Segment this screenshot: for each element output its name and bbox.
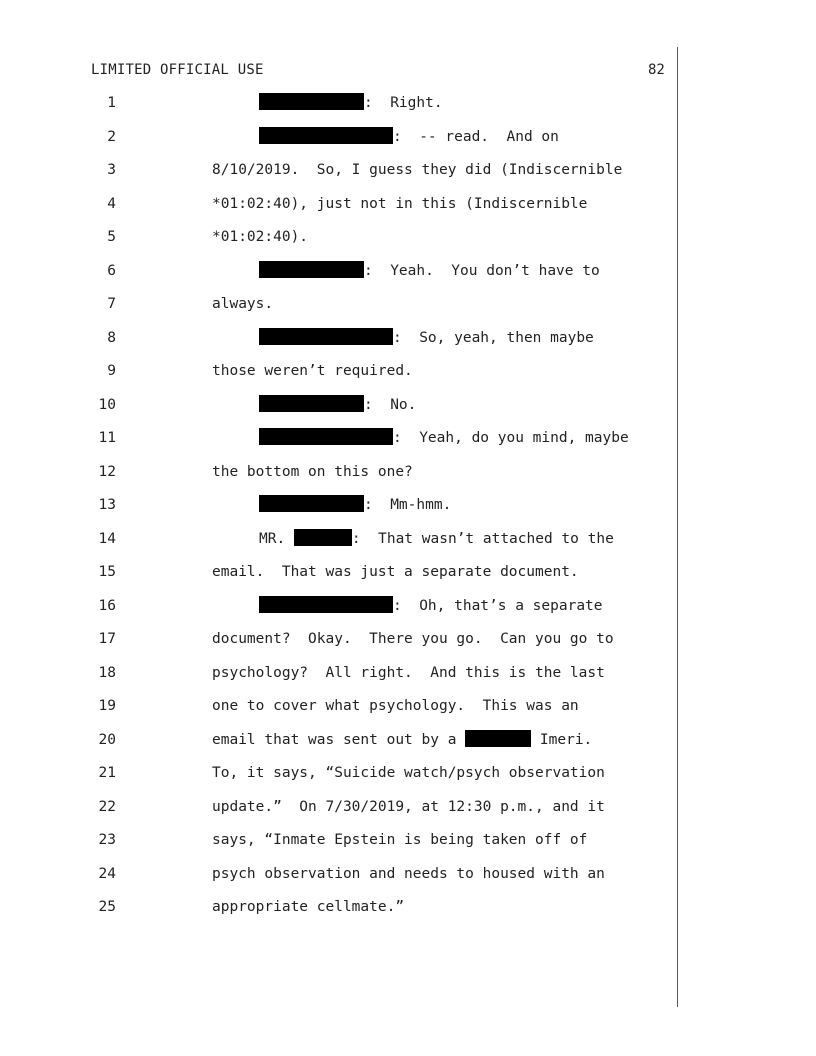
redaction-block [259, 328, 393, 345]
transcript-line [0, 360, 816, 394]
transcript-line [0, 561, 816, 595]
page-number: 82 [648, 62, 665, 78]
transcript-line [0, 260, 816, 294]
line-text: says, “Inmate Epstein is being taken off of [212, 832, 588, 848]
line-text: *01:02:40), just not in this (Indiscernible [212, 195, 588, 212]
transcript-line [0, 427, 816, 461]
line-text: psych observation and needs to housed with an [212, 865, 605, 882]
line-text: always. [212, 296, 274, 312]
transcript-lines [0, 92, 816, 930]
line-number: 17 [98, 631, 116, 647]
line-text: document? Okay. There you go. Can you go to [212, 631, 614, 647]
line-number: 22 [98, 798, 116, 815]
line-text: one to cover what psychology. This was an [212, 698, 579, 714]
line-text: those weren’t required. [212, 363, 413, 379]
line-text: : Mm-hmm. [259, 494, 451, 516]
line-text: psychology? All right. And this is the last [212, 664, 605, 681]
line-text: : Oh, that’s a separate [259, 595, 603, 617]
line-text: *01:02:40). [212, 229, 309, 245]
line-number: 18 [98, 664, 116, 681]
redaction-block [259, 428, 393, 445]
line-number: 9 [107, 363, 116, 379]
line-number: 2 [107, 128, 116, 145]
transcript-line [0, 762, 816, 796]
line-text: appropriate cellmate.” [212, 899, 405, 915]
transcript-line [0, 461, 816, 495]
transcript-line [0, 159, 816, 193]
line-number: 14 [98, 530, 116, 547]
classification-header: LIMITED OFFICIAL USE [91, 62, 264, 78]
transcript-line [0, 193, 816, 227]
line-number: 3 [107, 162, 116, 178]
line-number: 10 [98, 396, 116, 413]
line-text: the bottom on this one? [212, 463, 413, 480]
line-number: 6 [107, 262, 116, 279]
line-number: 7 [107, 296, 116, 312]
redaction-block [259, 93, 364, 110]
transcript-line [0, 494, 816, 528]
line-text: MR. : That wasn’t attached to the [259, 530, 614, 547]
redaction-block [465, 730, 531, 747]
transcript-line [0, 394, 816, 428]
line-text: 8/10/2019. So, I guess they did (Indiscernible [212, 162, 623, 178]
transcript-line [0, 92, 816, 126]
line-text: email. That was just a separate document. [212, 564, 579, 580]
line-number: 24 [98, 865, 116, 882]
line-number: 5 [107, 229, 116, 245]
line-number: 15 [98, 564, 116, 580]
line-number: 12 [98, 463, 116, 480]
line-text: update.” On 7/30/2019, at 12:30 p.m., and it [212, 798, 605, 815]
line-text: : -- read. And on [259, 126, 559, 148]
transcript-line [0, 293, 816, 327]
line-text: : No. [259, 394, 416, 416]
transcript-line [0, 528, 816, 562]
transcript-line [0, 896, 816, 930]
line-number: 25 [98, 899, 116, 915]
redaction-block [259, 261, 364, 278]
line-number: 13 [98, 497, 116, 513]
line-number: 8 [107, 329, 116, 346]
line-number: 20 [98, 731, 116, 748]
line-text: To, it says, “Suicide watch/psych observation [212, 765, 605, 781]
line-text: email that was sent out by a Imeri. [212, 731, 593, 748]
transcript-line [0, 796, 816, 830]
transcript-line [0, 829, 816, 863]
transcript-line [0, 327, 816, 361]
line-number: 4 [107, 195, 116, 212]
line-number: 23 [98, 832, 116, 848]
line-text: : Right. [259, 92, 443, 114]
redaction-block [294, 529, 352, 546]
transcript-line [0, 226, 816, 260]
transcript-line [0, 595, 816, 629]
line-number: 21 [98, 765, 116, 781]
line-text: : So, yeah, then maybe [259, 327, 594, 349]
redaction-block [259, 596, 393, 613]
transcript-line [0, 126, 816, 160]
transcript-line [0, 628, 816, 662]
line-text: : Yeah, do you mind, maybe [259, 427, 629, 449]
transcript-line [0, 729, 816, 763]
transcript-line [0, 695, 816, 729]
redaction-block [259, 127, 393, 144]
transcript-line [0, 863, 816, 897]
line-number: 11 [98, 430, 116, 446]
line-number: 1 [107, 95, 116, 111]
line-text: : Yeah. You don’t have to [259, 260, 600, 282]
line-number: 19 [98, 698, 116, 714]
redaction-block [259, 495, 364, 512]
transcript-line [0, 662, 816, 696]
redaction-block [259, 395, 364, 412]
line-number: 16 [98, 597, 116, 614]
